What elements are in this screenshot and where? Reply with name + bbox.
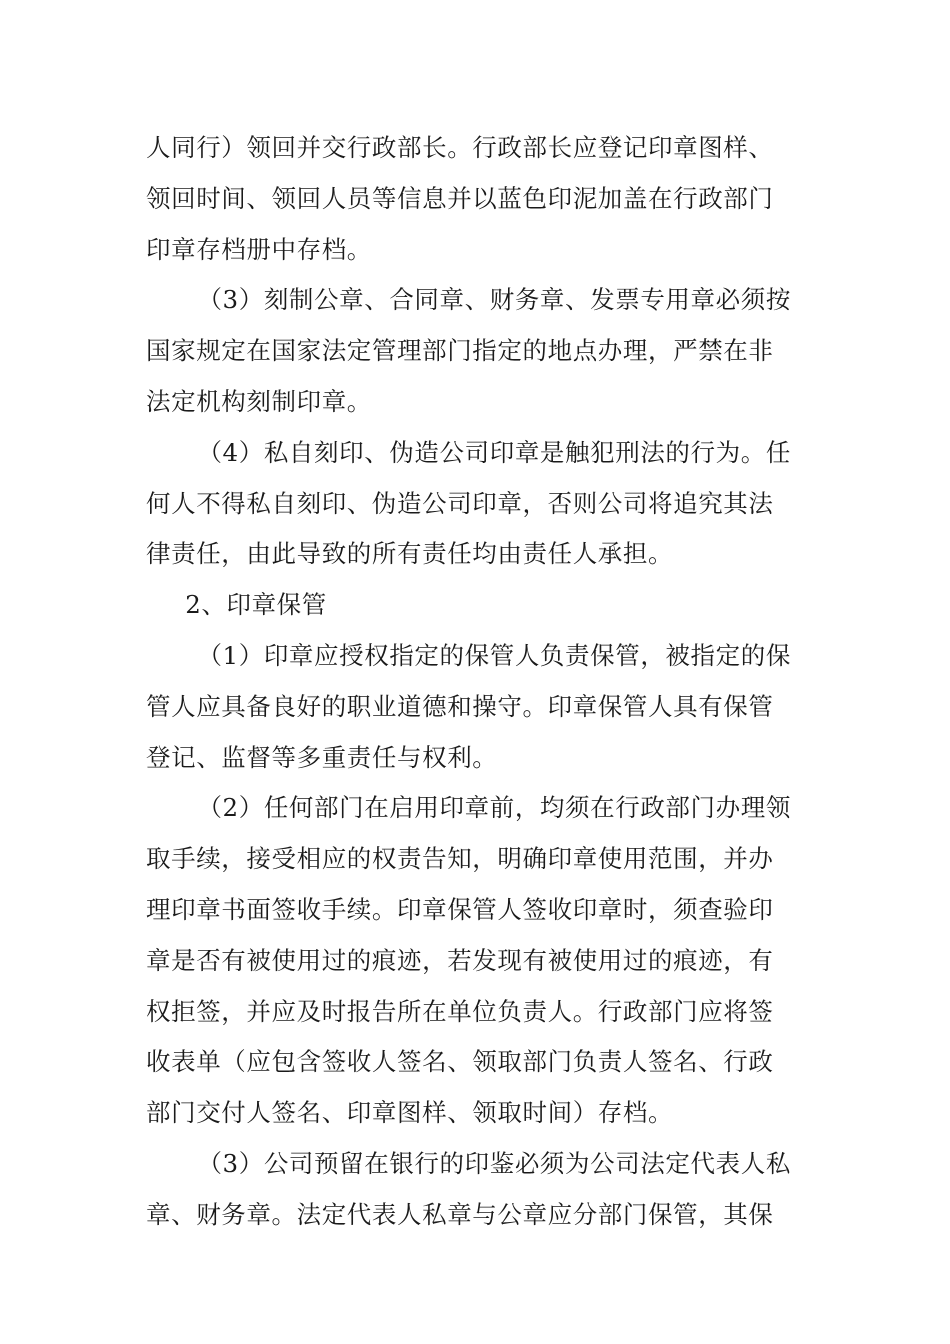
text-line: 章是否有被使用过的痕迹，若发现有被使用过的痕迹，有 bbox=[146, 945, 774, 975]
text-line: 国家规定在国家法定管理部门指定的地点办理，严禁在非 bbox=[146, 336, 774, 366]
text-line: 何人不得私自刻印、伪造公司印章，否则公司将追究其法 bbox=[146, 488, 774, 518]
section-heading: 2、印章保管 bbox=[185, 590, 327, 620]
document-body bbox=[146, 123, 810, 1241]
text-line: （1）印章应授权指定的保管人负责保管，被指定的保 bbox=[197, 640, 791, 670]
text-line: 律责任，由此导致的所有责任均由责任人承担。 bbox=[146, 539, 674, 569]
paragraph-engraving-4 bbox=[146, 428, 810, 580]
paragraph-engraving-3 bbox=[146, 275, 810, 427]
text-line: （2）任何部门在启用印章前，均须在行政部门办理领 bbox=[197, 793, 791, 823]
text-line: 部门交付人签名、印章图样、领取时间）存档。 bbox=[146, 1098, 674, 1128]
text-line: 领回时间、领回人员等信息并以蓝色印泥加盖在行政部门 bbox=[146, 183, 774, 213]
paragraph-continuation bbox=[146, 123, 810, 275]
text-line: 法定机构刻制印章。 bbox=[146, 386, 372, 416]
text-line: 取手续，接受相应的权责告知，明确印章使用范围，并办 bbox=[146, 844, 774, 874]
text-line: （3）刻制公章、合同章、财务章、发票专用章必须按 bbox=[197, 285, 791, 315]
text-line: （3）公司预留在银行的印鉴必须为公司法定代表人私 bbox=[197, 1148, 791, 1178]
text-line: 管人应具备良好的职业道德和操守。印章保管人具有保管 bbox=[146, 691, 774, 721]
text-line: 登记、监督等多重责任与权利。 bbox=[146, 742, 498, 772]
text-line: 权拒签，并应及时报告所在单位负责人。行政部门应将签 bbox=[146, 996, 774, 1026]
text-line: 人同行）领回并交行政部长。行政部长应登记印章图样、 bbox=[146, 133, 774, 162]
text-line: 章、财务章。法定代表人私章与公章应分部门保管，其保 bbox=[146, 1199, 774, 1229]
paragraph-custody-2 bbox=[146, 783, 810, 1139]
paragraph-custody-1 bbox=[146, 631, 810, 783]
text-line: （4）私自刻印、伪造公司印章是触犯刑法的行为。任 bbox=[197, 437, 791, 467]
text-line: 理印章书面签收手续。印章保管人签收印章时，须查验印 bbox=[146, 894, 774, 924]
paragraph-custody-3 bbox=[146, 1139, 810, 1241]
text-line: 印章存档册中存档。 bbox=[146, 234, 372, 264]
text-line: 收表单（应包含签收人签名、领取部门负责人签名、行政 bbox=[146, 1047, 774, 1077]
section-heading-seal-custody bbox=[146, 580, 810, 631]
